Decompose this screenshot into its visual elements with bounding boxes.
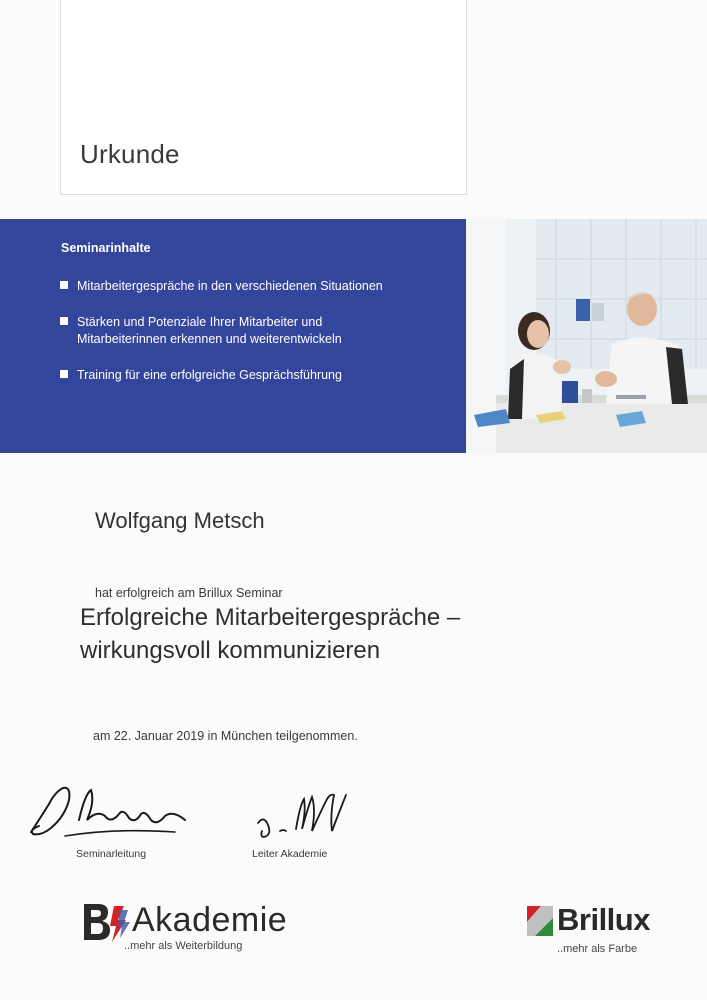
brillux-logo-mark	[525, 904, 555, 938]
seminar-lead-label: Seminarleitung	[76, 848, 147, 860]
akademie-tagline: ..mehr als Weiterbildung	[124, 940, 243, 952]
seminar-item-text-continued: Mitarbeiterinnen erkennen und weiterentwickeln	[77, 332, 342, 346]
seminar-item-text: Training für eine erfolgreiche Gesprächsführung	[77, 368, 342, 382]
course-title-line-2: wirkungsvoll kommunizieren	[80, 637, 381, 664]
attendance-date-line: am 22. Januar 2019 in München teilgenommen.	[93, 729, 358, 743]
bullet-square-icon	[60, 281, 68, 289]
bullet-square-icon	[60, 317, 68, 325]
seminar-item-text: Stärken und Potenziale Ihrer Mitarbeiter und	[77, 315, 323, 329]
seminar-lead-signature	[25, 780, 195, 842]
academy-head-signature	[250, 785, 360, 845]
brillux-logo	[525, 902, 685, 942]
course-title-line-1: Erfolgreiche Mitarbeitergespräche –	[80, 604, 461, 631]
bullet-square-icon	[60, 370, 68, 378]
akademie-wordmark: Akademie	[132, 901, 288, 939]
brillux-tagline: ..mehr als Farbe	[557, 943, 638, 955]
academy-head-label: Leiter Akademie	[252, 848, 328, 860]
seminar-item-text: Mitarbeitergespräche in den verschiedenen Situationen	[77, 279, 383, 293]
seminar-contents-heading: Seminarinhalte	[61, 241, 151, 255]
brillux-wordmark: Brillux	[557, 902, 650, 937]
seminar-photo-illustration	[466, 219, 707, 453]
document-title: Urkunde	[80, 139, 180, 169]
intro-text: hat erfolgreich am Brillux Seminar	[95, 586, 283, 600]
participant-name: Wolfgang Metsch	[95, 508, 265, 533]
seminar-photo	[466, 219, 707, 453]
